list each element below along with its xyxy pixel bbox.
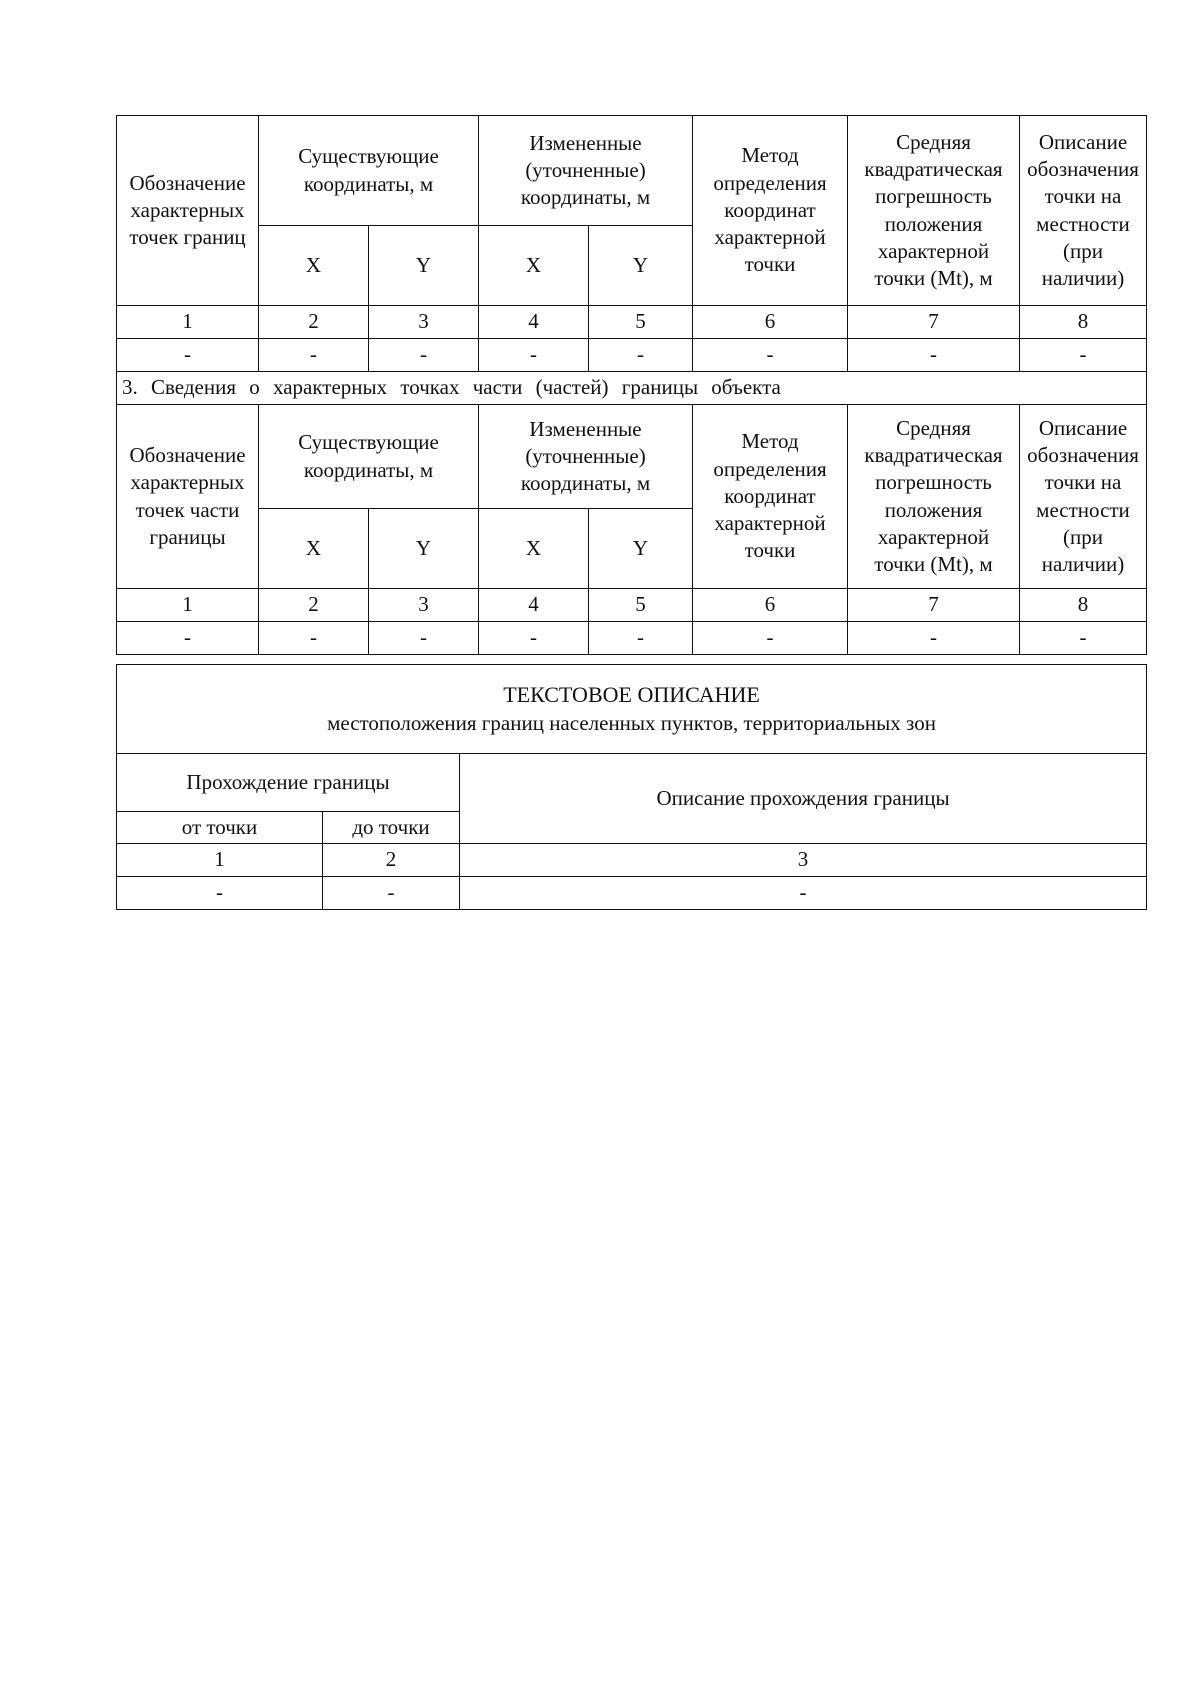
column-number: 4 (479, 306, 589, 339)
header-existing-x: X (259, 509, 369, 589)
header-existing-y: Y (369, 226, 479, 306)
column-numbers-row (117, 306, 1147, 339)
table-cell: - (323, 877, 460, 910)
header-boundary-passage: Прохождение границы (117, 754, 460, 812)
table-cell: - (369, 622, 479, 655)
table-cell: - (460, 877, 1147, 910)
table-cell: - (259, 339, 369, 372)
table-cell: - (117, 339, 259, 372)
table-cell: - (369, 339, 479, 372)
header-point-designation: Обозначение характерных точек границ (117, 116, 259, 306)
header-changed-y: Y (589, 509, 693, 589)
table-cell: - (479, 339, 589, 372)
column-number: 1 (117, 306, 259, 339)
header-description: Описание обозначения точки на местности (при наличии) (1020, 405, 1147, 589)
column-number: 8 (1020, 589, 1147, 622)
column-number: 7 (848, 589, 1020, 622)
table-cell: - (693, 622, 848, 655)
table-cell: - (848, 339, 1020, 372)
text-description-subtitle: местоположения границ населенных пунктов, территориальных зон (327, 710, 936, 735)
column-numbers-row (117, 844, 1147, 877)
column-number: 6 (693, 589, 848, 622)
column-number: 8 (1020, 306, 1147, 339)
header-existing-coords: Существующие координаты, м (259, 116, 479, 226)
header-existing-coords: Существующие координаты, м (259, 405, 479, 509)
header-point-designation-part: Обозначение характерных точек части границы (117, 405, 259, 589)
table-row (117, 877, 1147, 910)
table-cell: - (117, 877, 323, 910)
header-to-point: до точки (323, 812, 460, 844)
header-changed-x: X (479, 509, 589, 589)
table-cell: - (259, 622, 369, 655)
column-number: 3 (369, 306, 479, 339)
table-cell: - (589, 339, 693, 372)
header-changed-coords: Измененные (уточненные) координаты, м (479, 116, 693, 226)
text-description-table (116, 664, 1147, 910)
section-3-title: 3. Сведения о характерных точках части (частей) границы объекта (117, 372, 1147, 405)
column-number: 5 (589, 589, 693, 622)
header-method: Метод определения координат характерной точки (693, 116, 848, 306)
header-changed-coords: Измененные (уточненные) координаты, м (479, 405, 693, 509)
column-number: 2 (259, 306, 369, 339)
header-changed-x: X (479, 226, 589, 306)
characteristic-points-table (116, 115, 1147, 655)
table-row (117, 622, 1147, 655)
table-cell: - (589, 622, 693, 655)
header-mean-error: Средняя квадратическая погрешность положения характерной точки (Mt), м (848, 405, 1020, 589)
header-from-point: от точки (117, 812, 323, 844)
column-number: 2 (323, 844, 460, 877)
header-mean-error: Средняя квадратическая погрешность положения характерной точки (Mt), м (848, 116, 1020, 306)
column-number: 3 (460, 844, 1147, 877)
header-changed-y: Y (589, 226, 693, 306)
table-cell: - (1020, 622, 1147, 655)
header-existing-x: X (259, 226, 369, 306)
column-number: 1 (117, 589, 259, 622)
text-description-title: ТЕКСТОВОЕ ОПИСАНИЕ (503, 682, 760, 708)
column-number: 2 (259, 589, 369, 622)
table-cell: - (848, 622, 1020, 655)
column-numbers-row (117, 589, 1147, 622)
table-cell: - (479, 622, 589, 655)
column-number: 7 (848, 306, 1020, 339)
column-number: 1 (117, 844, 323, 877)
header-passage-description: Описание прохождения границы (460, 754, 1147, 844)
table-cell: - (117, 622, 259, 655)
header-method: Метод определения координат характерной точки (693, 405, 848, 589)
table-cell: - (1020, 339, 1147, 372)
table-row (117, 339, 1147, 372)
column-number: 6 (693, 306, 848, 339)
column-number: 4 (479, 589, 589, 622)
table-cell: - (693, 339, 848, 372)
header-existing-y: Y (369, 509, 479, 589)
header-description: Описание обозначения точки на местности (при наличии) (1020, 116, 1147, 306)
column-number: 5 (589, 306, 693, 339)
column-number: 3 (369, 589, 479, 622)
text-description-title-block (117, 665, 1147, 754)
